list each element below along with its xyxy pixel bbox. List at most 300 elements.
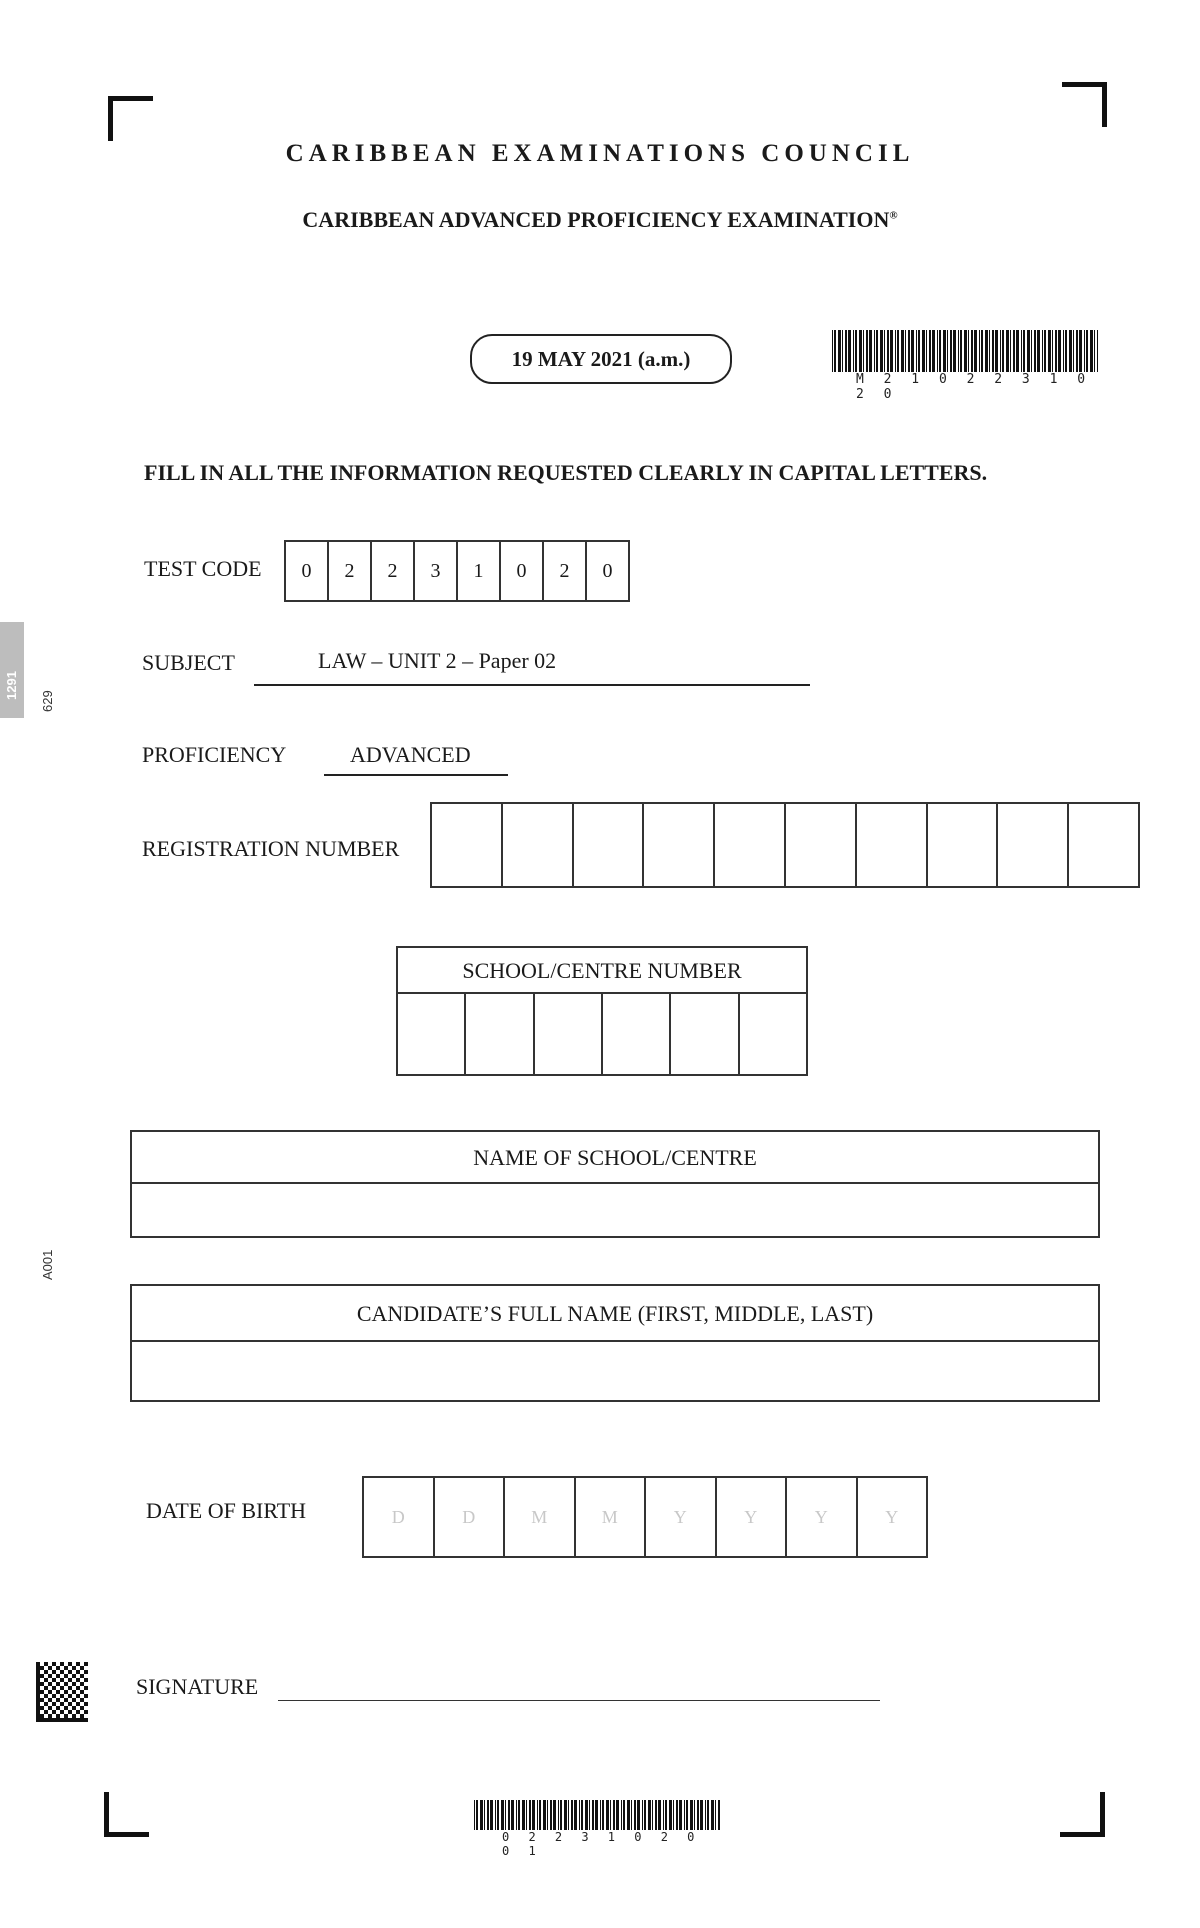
datamatrix-module [84, 1670, 88, 1674]
datamatrix-module [84, 1678, 88, 1682]
barcode-bar [992, 330, 994, 372]
datamatrix-module [76, 1702, 80, 1706]
barcode-bar [922, 330, 925, 372]
datamatrix-module [76, 1710, 80, 1714]
barcode-bar [968, 330, 969, 372]
dob-box-1[interactable]: D [364, 1478, 435, 1556]
datamatrix-module [56, 1690, 60, 1694]
barcode-bar [600, 1800, 601, 1830]
datamatrix-module [84, 1686, 88, 1690]
barcode-bar [686, 1800, 688, 1830]
datamatrix-module [60, 1678, 64, 1682]
datamatrix-module [72, 1714, 76, 1718]
proficiency-label: PROFICIENCY [142, 742, 287, 767]
barcode-bar [595, 1800, 598, 1830]
datamatrix-module [48, 1666, 52, 1670]
barcode-bar [964, 330, 967, 372]
barcode-bar [855, 330, 857, 372]
barcode-bar [518, 1800, 520, 1830]
barcode-bar [705, 1800, 706, 1830]
datamatrix-module [36, 1690, 40, 1694]
barcode-bar [602, 1800, 604, 1830]
barcode-bar [497, 1800, 499, 1830]
school-centre-box-5[interactable] [671, 994, 739, 1074]
barcode-bar [918, 330, 920, 372]
datamatrix-module [72, 1666, 76, 1670]
barcode-bar [644, 1800, 646, 1830]
datamatrix-module [84, 1694, 88, 1698]
barcode-bar [932, 330, 935, 372]
school-centre-box-3[interactable] [535, 994, 603, 1074]
datamatrix-module [36, 1682, 40, 1686]
registration-box-4[interactable] [644, 804, 715, 886]
datamatrix-module [48, 1718, 52, 1722]
datamatrix-module [84, 1710, 88, 1714]
barcode-bar [1076, 330, 1078, 372]
datamatrix-module [52, 1710, 56, 1714]
barcode-bar [539, 1800, 541, 1830]
barcode-bar [863, 330, 864, 372]
barcode-bar [526, 1800, 527, 1830]
datamatrix-module [64, 1698, 68, 1702]
top-barcode-bars [832, 330, 1098, 372]
datamatrix-module [36, 1718, 40, 1722]
datamatrix-module [52, 1702, 56, 1706]
datamatrix-module [36, 1714, 40, 1718]
bottom-barcode [474, 1800, 720, 1858]
barcode-bar [884, 330, 885, 372]
barcode-bar [568, 1800, 569, 1830]
dob-box-5[interactable]: Y [646, 1478, 717, 1556]
datamatrix-module [44, 1702, 48, 1706]
datamatrix-module [76, 1670, 80, 1674]
barcode-bar [571, 1800, 573, 1830]
barcode-bar [1065, 330, 1067, 372]
instruction-text: FILL IN ALL THE INFORMATION REQUESTED CLEARLY IN CAPITAL LETTERS. [144, 460, 988, 485]
barcode-bar [553, 1800, 556, 1830]
side-tab [0, 622, 24, 718]
datamatrix-module [56, 1714, 60, 1718]
barcode-bar [669, 1800, 672, 1830]
barcode-bar [929, 330, 931, 372]
school-centre-number-boxes [398, 994, 806, 1074]
barcode-bar [574, 1800, 577, 1830]
datamatrix-module [40, 1698, 44, 1702]
barcode-bar [592, 1800, 594, 1830]
test-code-digit-4: 3 [415, 542, 458, 600]
barcode-bar [901, 330, 904, 372]
datamatrix-module [68, 1662, 72, 1666]
barcode-bar [1016, 330, 1019, 372]
side-code-629: 629 [40, 690, 55, 712]
datamatrix-module [56, 1682, 60, 1686]
barcode-bar [1044, 330, 1046, 372]
barcode-bar [1000, 330, 1001, 372]
barcode-bar [1037, 330, 1040, 372]
barcode-bar [558, 1800, 559, 1830]
top-barcode [832, 330, 1098, 402]
datamatrix-module [40, 1718, 44, 1722]
datamatrix-module [52, 1662, 56, 1666]
barcode-bar [673, 1800, 674, 1830]
barcode-bar [532, 1800, 535, 1830]
datamatrix-module [52, 1694, 56, 1698]
barcode-bar [1013, 330, 1015, 372]
barcode-bar [1086, 330, 1088, 372]
datamatrix-module [44, 1710, 48, 1714]
datamatrix-module [76, 1718, 80, 1722]
barcode-bar [501, 1800, 504, 1830]
barcode-bar [1073, 330, 1074, 372]
barcode-bar [718, 1800, 720, 1830]
datamatrix-module [40, 1674, 44, 1678]
barcode-bar [981, 330, 983, 372]
barcode-bar [908, 330, 910, 372]
barcode-bar [511, 1800, 514, 1830]
barcode-bar [985, 330, 988, 372]
datamatrix-module [60, 1670, 64, 1674]
datamatrix-module [52, 1670, 56, 1674]
barcode-bar [1021, 330, 1022, 372]
barcode-bar [474, 1800, 475, 1830]
datamatrix-module [76, 1694, 80, 1698]
datamatrix-module [80, 1690, 84, 1694]
registration-box-1[interactable] [432, 804, 503, 886]
barcode-bar [848, 330, 851, 372]
barcode-bar [550, 1800, 552, 1830]
barcode-bar [916, 330, 917, 372]
datamatrix-module [56, 1698, 60, 1702]
barcode-bar [1034, 330, 1036, 372]
barcode-bar [890, 330, 893, 372]
barcode-bar [697, 1800, 699, 1830]
test-code-digit-1: 0 [286, 542, 329, 600]
dob-box-6[interactable]: Y [717, 1478, 788, 1556]
barcode-bar [537, 1800, 538, 1830]
datamatrix-module [80, 1718, 84, 1722]
top-barcode-digits: M 2 1 0 2 2 3 1 0 2 0 [856, 372, 1092, 402]
barcode-bar [658, 1800, 661, 1830]
barcode-bar [631, 1800, 632, 1830]
barcode-bar [564, 1800, 567, 1830]
barcode-bar [947, 330, 948, 372]
datamatrix-module [68, 1718, 72, 1722]
barcode-bar [895, 330, 896, 372]
barcode-bar [953, 330, 956, 372]
school-centre-box-4[interactable] [603, 994, 671, 1074]
barcode-bar [505, 1800, 506, 1830]
barcode-bar [859, 330, 862, 372]
barcode-bar [589, 1800, 590, 1830]
barcode-bar [866, 330, 868, 372]
datamatrix-module [84, 1702, 88, 1706]
datamatrix-module [68, 1702, 72, 1706]
school-name-input[interactable] [132, 1184, 1098, 1236]
barcode-bar [869, 330, 872, 372]
barcode-bar [579, 1800, 580, 1830]
datamatrix-module [56, 1674, 60, 1678]
test-code-digit-2: 2 [329, 542, 372, 600]
test-code-digit-5: 1 [458, 542, 501, 600]
barcode-bar [679, 1800, 682, 1830]
datamatrix-module [60, 1694, 64, 1698]
barcode-bar [971, 330, 973, 372]
datamatrix-module [64, 1718, 68, 1722]
school-centre-number-panel [396, 946, 808, 1076]
barcode-bar [853, 330, 854, 372]
datamatrix-module [64, 1714, 68, 1718]
barcode-bar [842, 330, 843, 372]
barcode-bar [834, 330, 836, 372]
school-centre-box-6[interactable] [740, 994, 806, 1074]
barcode-bar [832, 330, 833, 372]
barcode-bar [1063, 330, 1064, 372]
barcode-bar [484, 1800, 485, 1830]
datamatrix-module [80, 1682, 84, 1686]
datamatrix-module [36, 1710, 40, 1714]
registration-number-label: REGISTRATION NUMBER [142, 836, 400, 861]
datamatrix-module [44, 1718, 48, 1722]
datamatrix-module [68, 1694, 72, 1698]
signature-label: SIGNATURE [136, 1674, 259, 1699]
datamatrix-module [64, 1666, 68, 1670]
registration-box-2[interactable] [503, 804, 574, 886]
datamatrix-module [80, 1698, 84, 1702]
datamatrix-code [36, 1662, 88, 1722]
barcode-bar [958, 330, 959, 372]
datamatrix-module [36, 1666, 40, 1670]
barcode-bar [876, 330, 878, 372]
barcode-bar [974, 330, 977, 372]
datamatrix-module [64, 1674, 68, 1678]
test-code-digit-6: 0 [501, 542, 544, 600]
barcode-bar [1090, 330, 1093, 372]
barcode-bar [623, 1800, 625, 1830]
datamatrix-module [76, 1678, 80, 1682]
test-code-label: TEST CODE [144, 556, 262, 581]
datamatrix-module [84, 1662, 88, 1666]
datamatrix-module [72, 1698, 76, 1702]
barcode-bar [495, 1800, 496, 1830]
barcode-bar [480, 1800, 483, 1830]
datamatrix-module [68, 1670, 72, 1674]
barcode-bar [663, 1800, 664, 1830]
side-code-a001: A001 [40, 1249, 55, 1280]
barcode-bar [887, 330, 889, 372]
subject-field [254, 646, 810, 686]
barcode-bar [476, 1800, 478, 1830]
subject-value: LAW – UNIT 2 – Paper 02 [318, 648, 557, 673]
barcode-bar [522, 1800, 525, 1830]
dob-box-4[interactable]: M [576, 1478, 647, 1556]
barcode-bar [508, 1800, 510, 1830]
dob-box-3[interactable]: M [505, 1478, 576, 1556]
barcode-bar [610, 1800, 611, 1830]
barcode-bar [1048, 330, 1051, 372]
school-centre-box-2[interactable] [466, 994, 534, 1074]
corner-mark-top-left [108, 96, 153, 141]
barcode-bar [943, 330, 946, 372]
barcode-bar [490, 1800, 493, 1830]
datamatrix-module [80, 1666, 84, 1670]
barcode-bar [1069, 330, 1072, 372]
proficiency-field [324, 740, 508, 776]
datamatrix-module [80, 1674, 84, 1678]
datamatrix-module [56, 1706, 60, 1710]
datamatrix-module [72, 1718, 76, 1722]
datamatrix-module [36, 1678, 40, 1682]
registration-box-6[interactable] [786, 804, 857, 886]
datamatrix-module [72, 1682, 76, 1686]
barcode-bar [1006, 330, 1009, 372]
datamatrix-module [80, 1714, 84, 1718]
datamatrix-module [40, 1682, 44, 1686]
datamatrix-module [36, 1694, 40, 1698]
datamatrix-module [84, 1718, 88, 1722]
datamatrix-module [36, 1702, 40, 1706]
barcode-bar [1097, 330, 1098, 372]
registration-box-10[interactable] [1069, 804, 1138, 886]
datamatrix-module [44, 1678, 48, 1682]
barcode-bar [676, 1800, 678, 1830]
datamatrix-module [52, 1718, 56, 1722]
datamatrix-module [68, 1686, 72, 1690]
datamatrix-module [52, 1678, 56, 1682]
barcode-bar [637, 1800, 640, 1830]
barcode-bar [905, 330, 906, 372]
datamatrix-module [40, 1666, 44, 1670]
test-code-digit-8: 0 [602, 559, 613, 582]
datamatrix-module [36, 1674, 40, 1678]
datamatrix-module [60, 1718, 64, 1722]
barcode-bar [1023, 330, 1025, 372]
barcode-bar [606, 1800, 609, 1830]
datamatrix-module [68, 1710, 72, 1714]
barcode-bar [960, 330, 962, 372]
barcode-bar [979, 330, 980, 372]
barcode-bar [613, 1800, 615, 1830]
barcode-bar [989, 330, 990, 372]
school-centre-number-label: SCHOOL/CENTRE NUMBER [398, 948, 806, 994]
barcode-bar [880, 330, 883, 372]
datamatrix-module [48, 1690, 52, 1694]
barcode-bar [585, 1800, 588, 1830]
barcode-bar [634, 1800, 636, 1830]
datamatrix-module [44, 1662, 48, 1666]
signature-line[interactable] [278, 1700, 880, 1701]
datamatrix-module [48, 1682, 52, 1686]
candidate-name-panel [130, 1284, 1100, 1402]
datamatrix-module [44, 1686, 48, 1690]
registration-box-9[interactable] [998, 804, 1069, 886]
barcode-bar [1042, 330, 1043, 372]
school-name-panel [130, 1130, 1100, 1238]
barcode-bar [1010, 330, 1011, 372]
barcode-bar [939, 330, 941, 372]
barcode-bar [642, 1800, 643, 1830]
datamatrix-module [36, 1698, 40, 1702]
barcode-bar [665, 1800, 667, 1830]
proficiency-value: ADVANCED [350, 742, 471, 767]
barcode-bar [616, 1800, 619, 1830]
corner-mark-bottom-right [1060, 1792, 1105, 1837]
datamatrix-module [36, 1686, 40, 1690]
datamatrix-module [60, 1686, 64, 1690]
barcode-bar [648, 1800, 651, 1830]
dob-box-8[interactable]: Y [885, 1506, 899, 1527]
barcode-bar [1055, 330, 1057, 372]
barcode-bar [690, 1800, 693, 1830]
barcode-bar [1002, 330, 1004, 372]
bottom-barcode-digits: 0 2 2 3 1 0 2 0 0 1 [502, 1830, 701, 1858]
date-of-birth-boxes [362, 1476, 928, 1558]
datamatrix-module [56, 1666, 60, 1670]
datamatrix-module [56, 1718, 60, 1722]
datamatrix-module [44, 1694, 48, 1698]
datamatrix-module [60, 1710, 64, 1714]
date-of-birth-label: DATE OF BIRTH [146, 1498, 307, 1523]
school-name-label: NAME OF SCHOOL/CENTRE [132, 1132, 1098, 1184]
school-centre-box-1[interactable] [398, 994, 466, 1074]
registration-box-5[interactable] [715, 804, 786, 886]
corner-mark-bottom-left [104, 1792, 149, 1837]
barcode-bar [715, 1800, 716, 1830]
dob-box-7[interactable]: Y [787, 1478, 858, 1556]
datamatrix-module [72, 1690, 76, 1694]
barcode-bar [897, 330, 899, 372]
datamatrix-module [72, 1706, 76, 1710]
barcode-bar [487, 1800, 489, 1830]
datamatrix-module [36, 1670, 40, 1674]
datamatrix-module [36, 1662, 40, 1666]
barcode-bar [1079, 330, 1082, 372]
barcode-bar [707, 1800, 709, 1830]
barcode-bar [700, 1800, 703, 1830]
registration-box-7[interactable] [857, 804, 928, 886]
barcode-bar [621, 1800, 622, 1830]
test-code-digit-7: 2 [544, 542, 587, 600]
datamatrix-module [64, 1682, 68, 1686]
test-code-digit-3: 2 [372, 542, 415, 600]
barcode-bar [627, 1800, 630, 1830]
candidate-name-input[interactable] [132, 1342, 1098, 1400]
barcode-bar [950, 330, 952, 372]
datamatrix-module [36, 1706, 40, 1710]
barcode-bar [1084, 330, 1085, 372]
corner-mark-top-right [1062, 82, 1107, 127]
barcode-bar [547, 1800, 548, 1830]
datamatrix-module [60, 1702, 64, 1706]
barcode-bar [711, 1800, 714, 1830]
dob-box-2[interactable]: D [435, 1478, 506, 1556]
registration-box-8[interactable] [928, 804, 999, 886]
datamatrix-module [80, 1706, 84, 1710]
datamatrix-module [60, 1662, 64, 1666]
registration-number-boxes [430, 802, 1140, 888]
barcode-bar [516, 1800, 517, 1830]
barcode-bar [543, 1800, 546, 1830]
registration-box-3[interactable] [574, 804, 645, 886]
datamatrix-module [72, 1674, 76, 1678]
candidate-name-label: CANDIDATE’S FULL NAME (FIRST, MIDDLE, LAST) [132, 1286, 1098, 1342]
test-code-boxes [284, 540, 630, 602]
barcode-bar [845, 330, 847, 372]
side-tab-code: 1291 [4, 671, 19, 700]
barcode-bar [995, 330, 998, 372]
barcode-bar [1027, 330, 1030, 372]
datamatrix-module [40, 1714, 44, 1718]
barcode-bar [1052, 330, 1053, 372]
